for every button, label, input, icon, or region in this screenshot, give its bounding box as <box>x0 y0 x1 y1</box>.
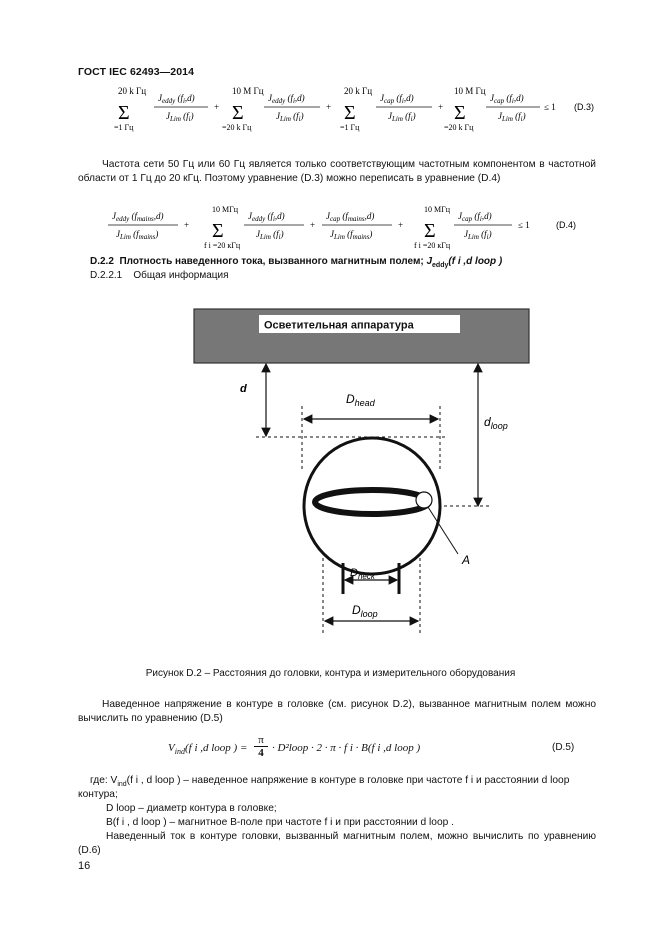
equation-d5: $V_{ind}(f$ i ,d loop ) = π 4 · D²loop · 2 · π · f i · B(f i ,d loop ) (D.5) <box>168 734 575 759</box>
denominator: $J_{Lim}$ $(f_i)$ <box>276 111 304 123</box>
svg-text:Jcap (fi,d): $J_{cap}$ $(f_i,d)$ <box>458 211 492 223</box>
svg-text:+: + <box>184 220 190 230</box>
loop-ellipse <box>315 490 429 514</box>
svg-text:(D.4): (D.4) <box>556 220 576 230</box>
svg-text:+: + <box>398 220 404 230</box>
section-heading: D.2.2 Плотность наведенного тока, вызванного магнитным полем; $J_{eddy}(f$ i ,d loop ) <box>90 256 503 269</box>
where-line-1-cont: контура; <box>78 789 118 800</box>
d-loop-bottom-label: $D_{loop}$ <box>352 603 378 619</box>
d-neck-label: $D_{neck}$ <box>350 567 375 581</box>
equation-d4 <box>108 204 608 250</box>
denominator: $J_{Lim}$ $(f_i)$ <box>166 111 194 123</box>
where-line-4: Наведенный ток в контуре головки, вызванный магнитным полем, можно вычислить по уравнению (D.6) <box>78 831 596 856</box>
sum-upper: 10 M Гц <box>454 86 486 96</box>
equation-number: (D.3) <box>574 102 594 112</box>
svg-text:f i =20 кГц: f i =20 кГц <box>414 241 451 250</box>
svg-text:JLim (fi): $J_{Lim}$ $(f_i)$ <box>256 229 284 241</box>
a-label: A <box>462 553 471 567</box>
sum-lower: =1 Гц <box>114 123 134 132</box>
svg-text:10 МГц: 10 МГц <box>212 205 239 214</box>
where-line-2: D loop – диаметр контура в головке; <box>106 803 277 814</box>
apparatus-label: Осветительная аппаратура <box>264 319 414 332</box>
paragraph-2: Наведенное напряжение в контуре в головке (см. рисунок D.2), вызванное магнитным полем можно вычислить по уравнению (D.5) <box>78 699 596 724</box>
svg-text:JLim (fmains): $J_{Lim}$ $(f_{mains})$ <box>330 229 373 241</box>
subsection-heading: D.2.2.1 Общая информация <box>90 270 229 281</box>
svg-text:+: + <box>326 102 332 112</box>
numerator: $J_{eddy}$ $(f_i,d)$ <box>158 93 195 105</box>
numerator: $J_{eddy}$ $(f_i,d)$ <box>268 93 305 105</box>
numerator: $J_{cap}$ $(f_i,d)$ <box>380 93 414 105</box>
sum-upper: 20 k Гц <box>344 86 373 96</box>
sum-upper: 20 k Гц <box>118 86 147 96</box>
sigma-icon: Σ <box>212 220 224 242</box>
measurement-point <box>416 492 432 508</box>
d-label: d <box>240 383 247 395</box>
svg-text:+: + <box>310 220 316 230</box>
svg-text:JLim (fi): $J_{Lim}$ $(f_i)$ <box>464 229 492 241</box>
svg-text:10 МГц: 10 МГц <box>424 205 451 214</box>
sum-upper: 10 M Гц <box>232 86 264 96</box>
sum-lower: =1 Гц <box>340 123 360 132</box>
sigma-icon: Σ <box>424 220 436 242</box>
where-line-3: B(f i , d loop ) – магнитное B-поле при частоте f i и при расстоянии d loop . <box>106 817 454 828</box>
where-block: где: $V_{ind}(f$ i , d loop ) – наведенное напряжение в контуре в головке при частоте f i и расстоянии d loop <box>90 775 570 789</box>
page-header: ГОСТ IEC 62493—2014 <box>78 66 195 78</box>
svg-text:+: + <box>438 102 444 112</box>
d-head-label: $D_{head}$ <box>346 392 375 408</box>
sum-lower: =20 k Гц <box>222 123 252 132</box>
rhs: ≤ 1 <box>544 102 556 112</box>
paragraph-1: Частота сети 50 Гц или 60 Гц является только соответствующим частотным компонентом в частотной области от 1 Гц до 20 кГц. Поэтому уравнение (D.3) можно переписать в уравнение (D.4) <box>78 159 596 184</box>
denominator: $J_{Lim}$ $(f_i)$ <box>498 111 526 123</box>
equation-d3 <box>108 86 608 132</box>
d-loop-label: $d_{loop}$ <box>484 415 508 431</box>
sigma-icon: Σ <box>454 102 466 124</box>
denominator: $J_{Lim}$ $(f_i)$ <box>388 111 416 123</box>
figure-d2 <box>0 300 661 650</box>
svg-text:Jeddy (fmains,d): $J_{eddy}$ $(f_{mains},d)$ <box>112 211 164 223</box>
svg-text:JLim (fmains): $J_{Lim}$ $(f_{mains})$ <box>116 229 159 241</box>
svg-text:Jcap (fmains,d): $J_{cap}$ $(f_{mains},d)$ <box>326 211 375 223</box>
svg-text:f i =20 кГц: f i =20 кГц <box>204 241 241 250</box>
figure-caption: Рисунок D.2 – Расстояния до головки, контура и измерительного оборудования <box>145 668 516 679</box>
page-number: 16 <box>78 860 91 872</box>
svg-text:Jeddy (fi,d): $J_{eddy}$ $(f_i,d)$ <box>248 211 285 223</box>
svg-text:≤ 1: ≤ 1 <box>518 220 530 230</box>
sigma-icon: Σ <box>344 102 356 124</box>
sum-lower: =20 k Гц <box>444 123 474 132</box>
numerator: $J_{cap}$ $(f_i,d)$ <box>490 93 524 105</box>
sigma-icon: Σ <box>232 102 244 124</box>
svg-text:+: + <box>214 102 220 112</box>
sigma-icon: Σ <box>118 102 130 124</box>
